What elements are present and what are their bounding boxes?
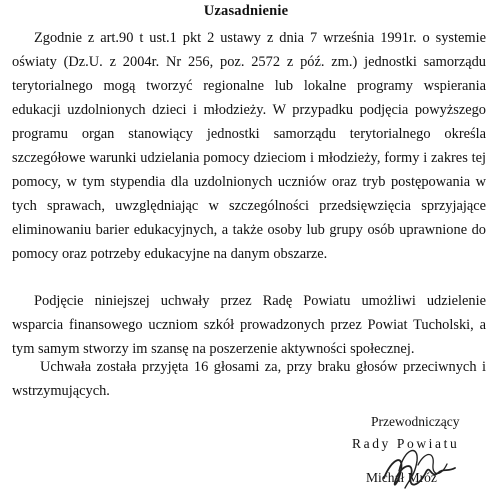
signature-body: Rady Powiatu	[352, 436, 460, 451]
paragraph-vote-result: Uchwała została przyjęta 16 głosami za, przy braku głosów przeciwnych i wstrzymujących.	[12, 359, 486, 399]
paragraph-purpose: Podjęcie niniejszej uchwały przez Radę Powiatu umożliwi udzielenie wsparcia finansowego uczniom szkół prowadzonych przez Powiat Tucholski, a tym samym stworzy im szansę na poszerzenie aktywności społecznej.	[12, 293, 486, 357]
document-title: Uzasadnienie	[203, 3, 289, 19]
paragraph-legal-basis: Zgodnie z art.90 t ust.1 pkt 2 ustawy z dnia 7 września 1991r. o systemie oświaty (Dz.U. z 2004r. Nr 256, poz. 2572 z póź. zm.) jednostki samorządu terytorialnego mogą tworzyć regionalne lub lokalne programy wspierania edukacji uzdolnionych dzieci i młodzieży. W przypadku podjęcia powyższego programu organ stanowiący jednostki samorządu terytorialnego określa szczegółowe warunki udzielania pomocy dzieciom i młodzieży, formy i zakres tej pomocy, w tym stypendia dla uzdolnionych uczniów oraz tryb postępowania w tych sprawach, uwzględniając w szczególności przedsięwzięcia sprzyjające eliminowaniu barier edukacyjnych, a także osoby lub grupy osób uprawnione do pomocy oraz potrzeby edukacyjne na danym obszarze.	[12, 30, 486, 262]
handwritten-signature	[374, 440, 470, 496]
signature-name: Michał Mróz	[366, 470, 437, 485]
signature-role: Przewodniczący	[371, 414, 460, 429]
